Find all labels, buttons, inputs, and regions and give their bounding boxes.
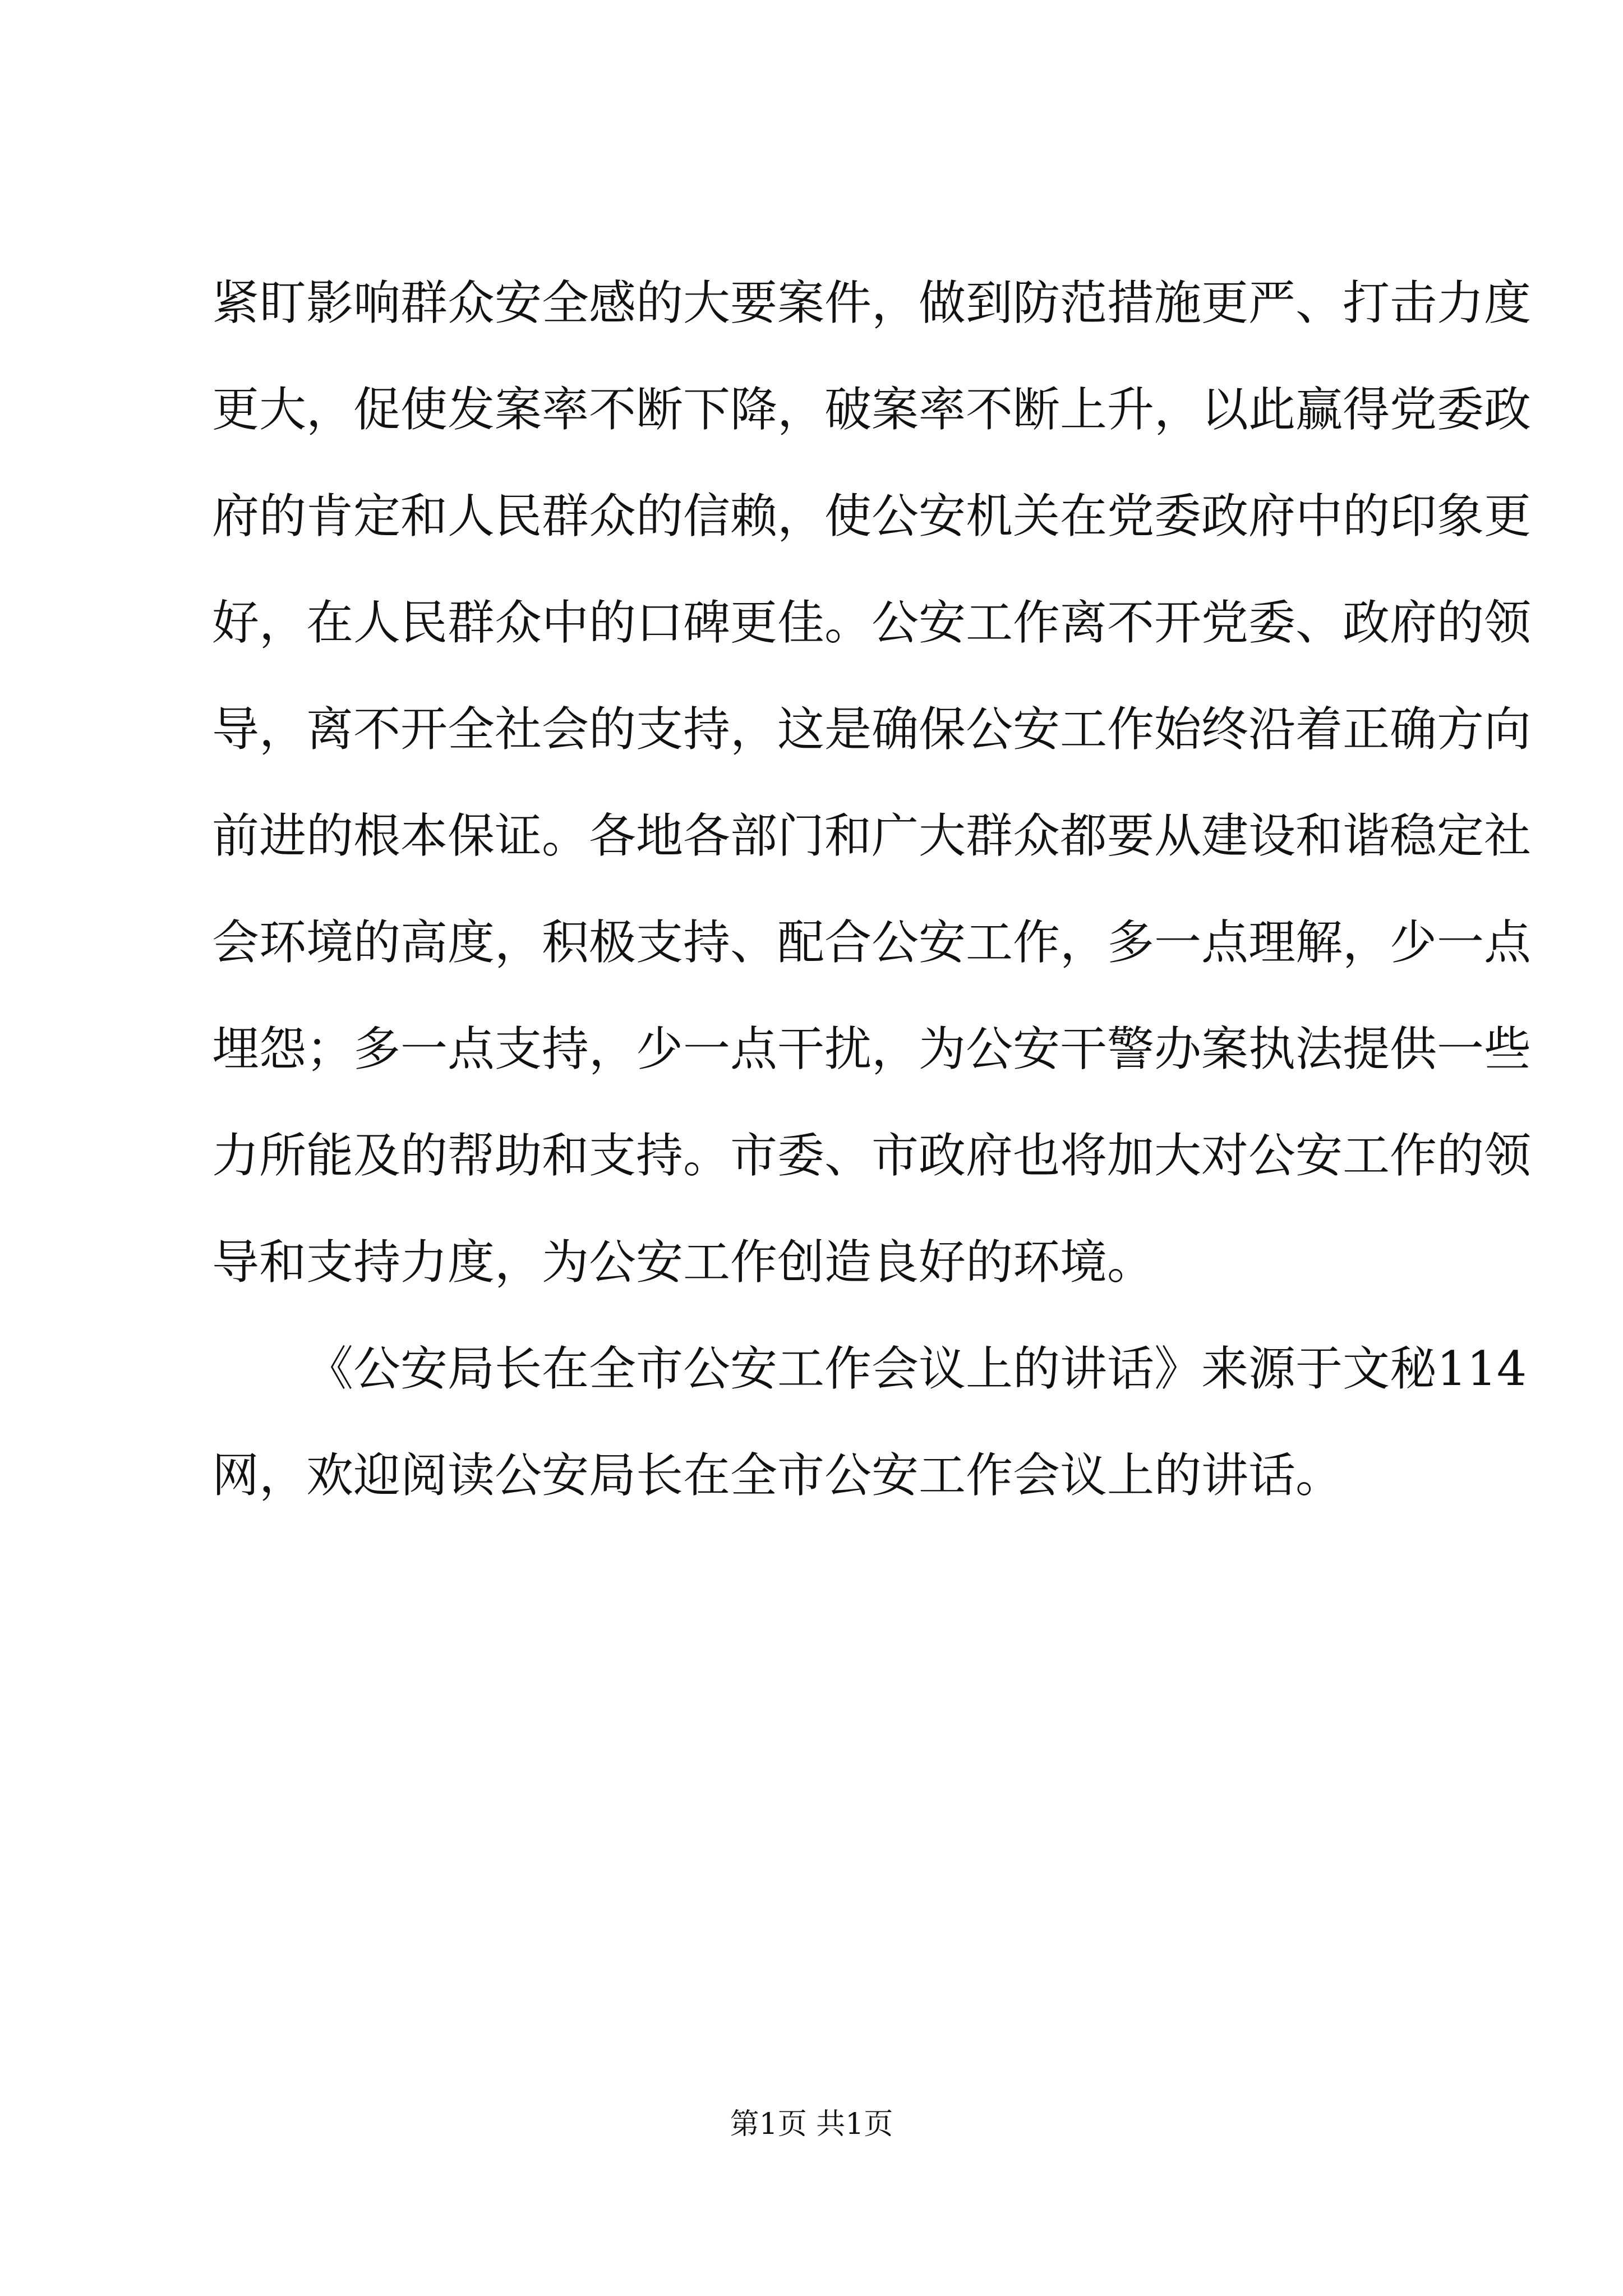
paragraph-1-line-3: 府的肯定和人民群众的信赖，使公安机关在党委政府中的印象更 <box>212 489 1532 544</box>
paragraph-1-line-8: 埋怨；多一点支持，少一点干扰，为公安干警办案执法提供一些 <box>212 1022 1532 1076</box>
paragraph-1-line-9: 力所能及的帮助和支持。市委、市政府也将加大对公安工作的领 <box>212 1128 1532 1183</box>
paragraph-2-line-2: 网，欢迎阅读公安局长在全市公安工作会议上的讲话。 <box>212 1448 1343 1503</box>
paragraph-1-line-2: 更大，促使发案率不断下降，破案率不断上升，以此赢得党委政 <box>212 382 1532 437</box>
paragraph-1-line-4: 好，在人民群众中的口碑更佳。公安工作离不开党委、政府的领 <box>212 595 1532 650</box>
paragraph-1-line-7: 会环境的高度，积极支持、配合公安工作，多一点理解，少一点 <box>212 915 1532 970</box>
paragraph-1-line-1: 紧盯影响群众安全感的大要案件，做到防范措施更严、打击力度 <box>212 275 1532 330</box>
paragraph-2-line-1: 《公安局长在全市公安工作会议上的讲话》来源于文秘114 <box>306 1341 1527 1396</box>
paragraph-1-line-6: 前进的根本保证。各地各部门和广大群众都要从建设和谐稳定社 <box>212 808 1532 863</box>
paragraph-1-line-10: 导和支持力度，为公安工作创造良好的环境。 <box>212 1235 1155 1290</box>
document-body <box>212 250 1532 1529</box>
page-number-footer: 第1页 共1页 <box>730 2108 893 2141</box>
paragraph-1-line-5: 导，离不开全社会的支持，这是确保公安工作始终沿着正确方向 <box>212 702 1532 757</box>
